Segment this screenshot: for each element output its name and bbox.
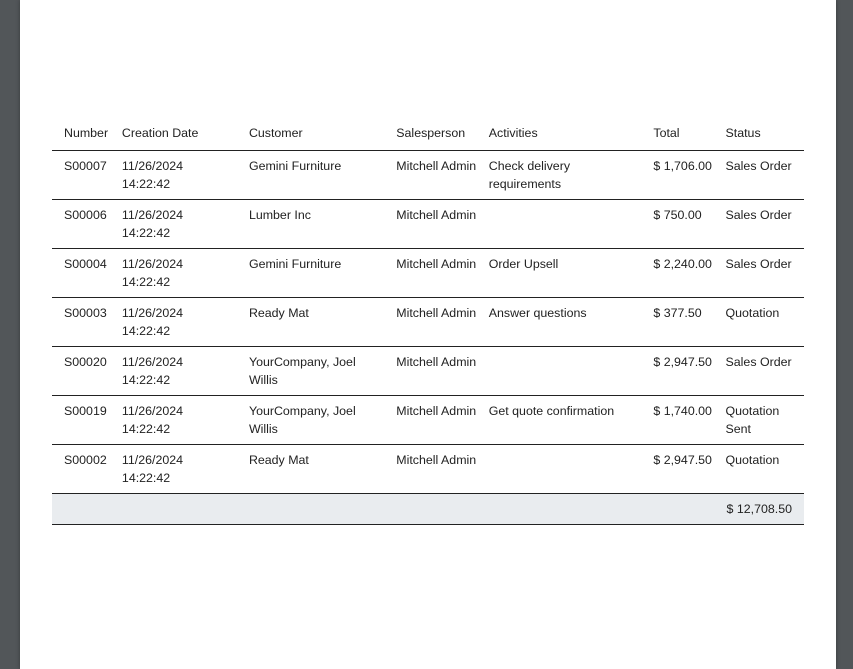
cell-customer	[237, 151, 384, 200]
cell-salesperson-salesperson: Mitchell Admin	[396, 453, 477, 467]
cell-customer-customer: Lumber Inc	[248, 208, 311, 222]
cell-total-total: $ 750.00	[653, 208, 702, 222]
cell-customer-customer: YourCompany, Joel Willis	[248, 355, 356, 387]
cell-number-number: S00020	[64, 355, 107, 369]
total-spacer	[110, 494, 237, 525]
total-spacer	[237, 494, 384, 525]
cell-total-total: $ 1,706.00	[653, 159, 712, 173]
cell-status-status: Quotation Sent	[725, 404, 780, 436]
cell-number-number: S00004	[64, 257, 107, 271]
cell-activities	[477, 249, 642, 298]
table-row	[52, 396, 804, 445]
cell-salesperson-salesperson: Mitchell Admin	[396, 257, 477, 271]
cell-total	[641, 445, 713, 494]
cell-status-status: Sales Order	[725, 355, 792, 369]
header-number: Number	[52, 116, 110, 151]
cell-number	[52, 151, 110, 200]
cell-total-total: $ 2,240.00	[653, 257, 712, 271]
cell-creation-date-time: 14:22:42	[121, 471, 171, 485]
cell-salesperson-salesperson: Mitchell Admin	[396, 355, 477, 369]
cell-status	[714, 347, 804, 396]
cell-activities	[477, 200, 642, 249]
cell-status	[714, 396, 804, 445]
cell-salesperson	[384, 396, 476, 445]
cell-number	[52, 298, 110, 347]
cell-status	[714, 151, 804, 200]
cell-status-status: Quotation	[725, 306, 780, 320]
cell-total	[641, 298, 713, 347]
cell-salesperson-salesperson: Mitchell Admin	[396, 404, 477, 418]
header-status: Status	[714, 116, 804, 151]
cell-total	[641, 347, 713, 396]
cell-number	[52, 200, 110, 249]
cell-activities	[477, 445, 642, 494]
cell-creation-date	[110, 347, 237, 396]
cell-status-status: Sales Order	[725, 208, 792, 222]
cell-number-number: S00006	[64, 208, 107, 222]
cell-salesperson	[384, 249, 476, 298]
report-page	[20, 0, 836, 669]
cell-total	[641, 249, 713, 298]
cell-customer-customer: YourCompany, Joel Willis	[248, 404, 356, 436]
cell-creation-date-time: 14:22:42	[121, 373, 171, 387]
cell-creation-date-date: 11/26/2024	[121, 453, 184, 467]
cell-salesperson-salesperson: Mitchell Admin	[396, 306, 477, 320]
cell-creation-date	[110, 298, 237, 347]
cell-number	[52, 396, 110, 445]
table-row	[52, 347, 804, 396]
cell-creation-date	[110, 445, 237, 494]
cell-customer-customer: Gemini Furniture	[248, 159, 342, 173]
cell-salesperson	[384, 298, 476, 347]
header-creation-date: Creation Date	[110, 116, 237, 151]
cell-status	[714, 200, 804, 249]
cell-salesperson-salesperson: Mitchell Admin	[396, 208, 477, 222]
cell-salesperson	[384, 347, 476, 396]
cell-customer	[237, 298, 384, 347]
cell-customer	[237, 200, 384, 249]
cell-salesperson	[384, 151, 476, 200]
cell-customer	[237, 347, 384, 396]
cell-creation-date-time: 14:22:42	[121, 275, 171, 289]
cell-number-number: S00003	[64, 306, 107, 320]
total-spacer	[384, 494, 476, 525]
cell-total-total: $ 2,947.50	[653, 355, 712, 369]
table-row	[52, 200, 804, 249]
cell-creation-date-date: 11/26/2024	[121, 257, 184, 271]
table-header-row	[52, 116, 804, 151]
cell-number-number: S00019	[64, 404, 107, 418]
cell-creation-date-date: 11/26/2024	[121, 355, 184, 369]
total-spacer	[52, 494, 110, 525]
cell-status-status: Sales Order	[725, 257, 792, 271]
header-salesperson: Salesperson	[384, 116, 476, 151]
cell-customer-customer: Gemini Furniture	[248, 257, 342, 271]
cell-salesperson-salesperson: Mitchell Admin	[396, 159, 477, 173]
cell-activities-activity: Order Upsell	[488, 257, 559, 271]
cell-activities	[477, 298, 642, 347]
cell-creation-date-time: 14:22:42	[121, 324, 171, 338]
cell-total	[641, 200, 713, 249]
cell-number-number: S00002	[64, 453, 107, 467]
table-row	[52, 249, 804, 298]
cell-status-status: Sales Order	[725, 159, 792, 173]
header-customer: Customer	[237, 116, 384, 151]
cell-number	[52, 347, 110, 396]
cell-creation-date-date: 11/26/2024	[121, 208, 184, 222]
header-activities: Activities	[477, 116, 642, 151]
cell-total-total: $ 377.50	[653, 306, 702, 320]
cell-creation-date-time: 14:22:42	[121, 226, 171, 240]
total-spacer	[477, 494, 642, 525]
cell-creation-date	[110, 396, 237, 445]
cell-creation-date	[110, 200, 237, 249]
cell-total	[641, 396, 713, 445]
cell-activities	[477, 151, 642, 200]
cell-customer-customer: Ready Mat	[248, 453, 309, 467]
cell-creation-date-date: 11/26/2024	[121, 159, 184, 173]
table-row	[52, 445, 804, 494]
cell-activities	[477, 396, 642, 445]
cell-status-status: Quotation	[725, 453, 780, 467]
cell-salesperson	[384, 445, 476, 494]
cell-customer	[237, 249, 384, 298]
cell-activities-activity: Answer questions	[488, 306, 587, 320]
cell-creation-date-time: 14:22:42	[121, 422, 171, 436]
cell-total-total: $ 2,947.50	[653, 453, 712, 467]
cell-total-total: $ 1,740.00	[653, 404, 712, 418]
cell-activities-activity: Check delivery requirements	[488, 159, 571, 191]
cell-creation-date	[110, 151, 237, 200]
cell-status	[714, 445, 804, 494]
cell-number-number: S00007	[64, 159, 107, 173]
table-row	[52, 151, 804, 200]
cell-number	[52, 249, 110, 298]
cell-salesperson	[384, 200, 476, 249]
cell-total	[641, 151, 713, 200]
header-total: Total	[641, 116, 713, 151]
cell-creation-date	[110, 249, 237, 298]
cell-creation-date-date: 11/26/2024	[121, 404, 184, 418]
grand-total-value: $ 12,708.50	[641, 494, 804, 525]
grand-total-row	[52, 494, 804, 525]
cell-status	[714, 298, 804, 347]
sales-orders-table	[52, 116, 804, 525]
cell-number	[52, 445, 110, 494]
cell-customer	[237, 445, 384, 494]
table-row	[52, 298, 804, 347]
cell-activities-activity: Get quote confirmation	[488, 404, 615, 418]
cell-status	[714, 249, 804, 298]
cell-creation-date-date: 11/26/2024	[121, 306, 184, 320]
cell-activities	[477, 347, 642, 396]
cell-creation-date-time: 14:22:42	[121, 177, 171, 191]
cell-customer-customer: Ready Mat	[248, 306, 309, 320]
cell-customer	[237, 396, 384, 445]
